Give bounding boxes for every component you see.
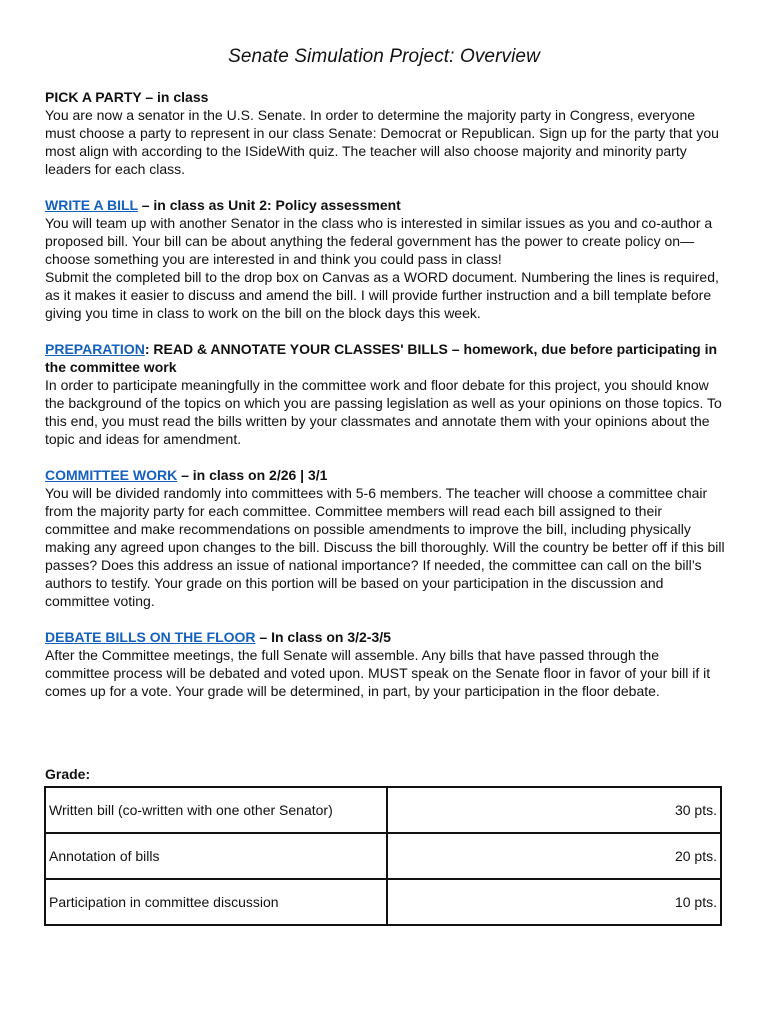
section-heading-rest: – In class on 3/2-3/5 [255,629,391,645]
section-body-continued: Submit the completed bill to the drop box on Canvas as a WORD document. Numbering the lines is required, as it makes it easier to discuss and amend the bill. I will provide further instruction and a bill template before giving you time in class to work on the bill on the block days this week. [45,269,719,321]
table-row [45,787,721,833]
preparation-link[interactable]: PREPARATION [45,341,145,357]
section-pick-a-party [45,88,725,178]
grade-item-cell: Participation in committee discussion [45,879,387,925]
debate-bills-link[interactable]: DEBATE BILLS ON THE FLOOR [45,629,256,645]
section-committee-work [45,466,725,610]
grade-points-cell: 30 pts. [387,787,721,833]
section-body: You are now a senator in the U.S. Senate. In order to determine the majority party in Congress, everyone must choose a party to represent in our class Senate: Democrat or Republican. Sign up for the party that you most align with according to the ISideWith quiz. The teacher will also choose majority and minority party leaders for each class. [45,107,719,177]
section-debate-bills [45,628,725,700]
section-heading-rest: – in class on 2/26 | 3/1 [177,467,328,483]
committee-work-link[interactable]: COMMITTEE WORK [45,467,178,483]
section-heading-rest: : READ & ANNOTATE YOUR CLASSES' BILLS – homework, due before participating in the committee work [45,341,718,375]
section-preparation [45,340,725,448]
page-title: Senate Simulation Project: Overview [228,46,540,67]
section-heading [45,466,725,484]
grade-label: Grade: [45,766,91,782]
grade-points-cell: 20 pts. [387,833,721,879]
grade-item-cell: Annotation of bills [45,833,387,879]
section-heading: PICK A PARTY – in class [45,89,209,105]
grade-points-cell: 10 pts. [387,879,721,925]
table-row [45,879,721,925]
section-body: In order to participate meaningfully in the committee work and floor debate for this project, you should know the background of the topics on which you are passing legislation as well as your opinions on those topics. To this end, you must read the bills written by your classmates and annotate them with your opinions about the topic and ideas for amendment. [45,377,722,447]
grade-table [44,786,722,926]
write-a-bill-link[interactable]: WRITE A BILL [45,197,138,213]
section-heading [45,196,725,214]
section-body: You will be divided randomly into committees with 5-6 members. The teacher will choose a committee chair from the majority party for each committee. Committee members will read each bill assigned to their committee and make recommendations on possible amendments to improve the bill, including physically making any agreed upon changes to the bill. Discuss the bill thoroughly. Will the country be better off if this bill passes? Does this address an issue of national importance? If needed, the committee can call on the bill’s authors to testify. Your grade on this portion will be based on your participation in the discussion and committee voting. [45,485,725,609]
section-heading [45,628,725,646]
section-write-a-bill [45,196,725,322]
section-body: After the Committee meetings, the full Senate will assemble. Any bills that have passed through the committee process will be debated and voted upon. MUST speak on the Senate floor in favor of your bill if it comes up for a vote. Your grade will be determined, in part, by your participation in the floor debate. [45,647,711,699]
section-body: You will team up with another Senator in the class who is interested in similar issues as you and co-author a proposed bill. Your bill can be about anything the federal government has the power to create policy on—choose something you are interested in and think you could pass in class! [45,215,713,267]
section-heading [45,340,725,376]
section-heading-rest: – in class as Unit 2: Policy assessment [137,197,401,213]
table-row [45,833,721,879]
document-content [45,88,725,718]
grade-item-cell: Written bill (co-written with one other Senator) [45,787,387,833]
